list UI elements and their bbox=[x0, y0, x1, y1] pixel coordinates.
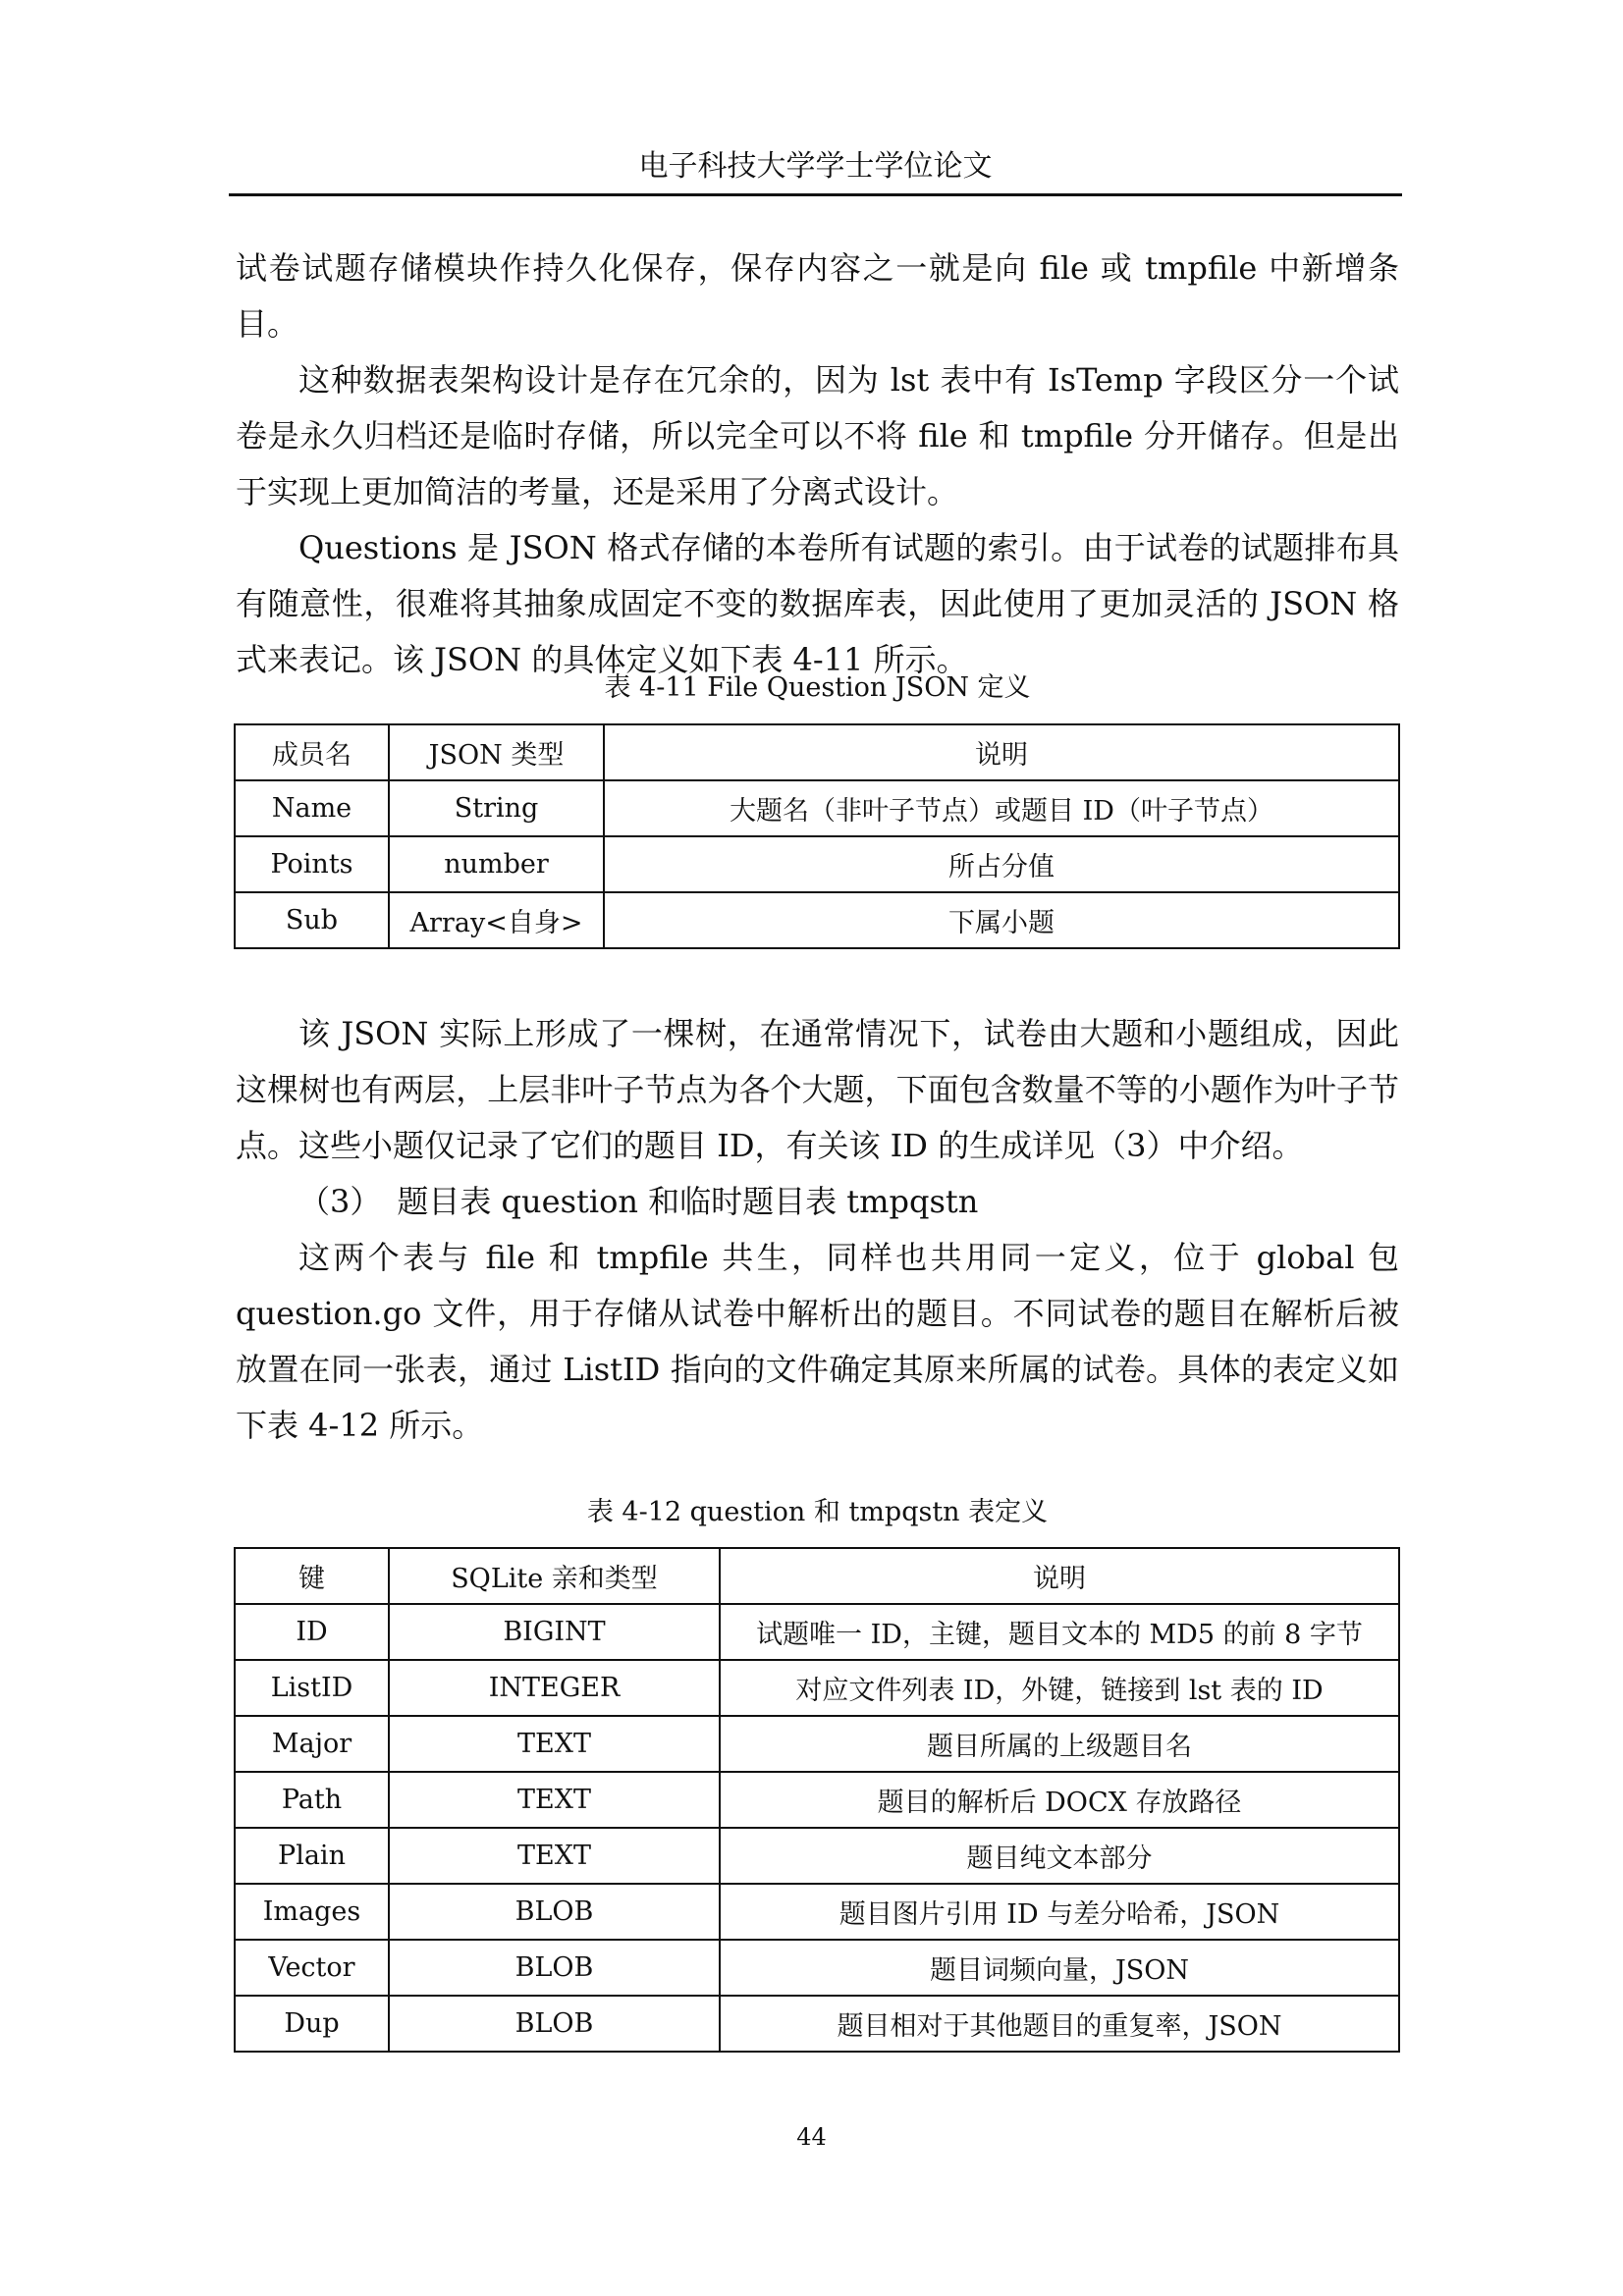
table-header-cell: SQLite 亲和类型 bbox=[389, 1548, 720, 1604]
table-cell: 大题名（非叶子节点）或题目 ID（叶子节点） bbox=[604, 780, 1399, 836]
table-cell: number bbox=[389, 836, 604, 892]
paragraph: 这两个表与 file 和 tmpfile 共生，同样也共用同一定义，位于 global 包 question.go 文件，用于存储从试卷中解析出的题目。不同试卷的题目在解析后被放置在同一张表，通过 ListID 指向的文件确定其原来所属的试卷。具体的表定义如下表 4-12 所示。 bbox=[236, 1239, 1399, 1444]
table-cell: 题目纯文本部分 bbox=[720, 1828, 1399, 1884]
table-cell: 题目相对于其他题目的重复率，JSON bbox=[720, 1996, 1399, 2052]
table-cell: BLOB bbox=[389, 1940, 720, 1996]
table-row bbox=[235, 1940, 1399, 1996]
table-cell: BLOB bbox=[389, 1996, 720, 2052]
body-text-middle bbox=[236, 1006, 1399, 1454]
table-caption: 表 4-11 File Question JSON 定义 bbox=[604, 672, 1031, 703]
table-cell: INTEGER bbox=[389, 1660, 720, 1716]
table-cell: Plain bbox=[235, 1828, 389, 1884]
table-cell: TEXT bbox=[389, 1772, 720, 1828]
table-cell: String bbox=[389, 780, 604, 836]
table-header-cell: 说明 bbox=[720, 1548, 1399, 1604]
table-header-row bbox=[235, 1548, 1399, 1604]
table-cell: Images bbox=[235, 1884, 389, 1940]
page-number: 44 bbox=[796, 2123, 827, 2151]
table-cell: ListID bbox=[235, 1660, 389, 1716]
table-cell: 对应文件列表 ID，外键，链接到 lst 表的 ID bbox=[720, 1660, 1399, 1716]
table-cell: Points bbox=[235, 836, 389, 892]
paragraph: 试卷试题存储模块作持久化保存，保存内容之一就是向 file 或 tmpfile 中新增条目。 bbox=[236, 249, 1399, 343]
table-header-cell: 键 bbox=[235, 1548, 389, 1604]
table-cell: TEXT bbox=[389, 1716, 720, 1772]
table-row bbox=[235, 1772, 1399, 1828]
table-row bbox=[235, 1716, 1399, 1772]
json-definition-table bbox=[234, 723, 1400, 949]
table-row bbox=[235, 780, 1399, 836]
table-cell: ID bbox=[235, 1604, 389, 1660]
table-row bbox=[235, 1660, 1399, 1716]
paragraph: 该 JSON 实际上形成了一棵树，在通常情况下，试卷由大题和小题组成，因此这棵树也有两层，上层非叶子节点为各个大题，下面包含数量不等的小题作为叶子节点。这些小题仅记录了它们的题目 ID，有关该 ID 的生成详见（3）中介绍。 bbox=[236, 1015, 1399, 1164]
table-cell: Dup bbox=[235, 1996, 389, 2052]
table-cell: BIGINT bbox=[389, 1604, 720, 1660]
running-header: 电子科技大学学士学位论文 bbox=[638, 149, 993, 184]
body-text-top bbox=[236, 240, 1399, 688]
table-cell: 题目所属的上级题目名 bbox=[720, 1716, 1399, 1772]
table-cell: 题目词频向量，JSON bbox=[720, 1940, 1399, 1996]
table-row bbox=[235, 1996, 1399, 2052]
table-header-row bbox=[235, 724, 1399, 780]
table-cell: 题目的解析后 DOCX 存放路径 bbox=[720, 1772, 1399, 1828]
section-subheading: （3） 题目表 question 和临时题目表 tmpqstn bbox=[298, 1183, 979, 1220]
table-cell: Name bbox=[235, 780, 389, 836]
table-row bbox=[235, 1604, 1399, 1660]
table-cell: Vector bbox=[235, 1940, 389, 1996]
table-cell: 题目图片引用 ID 与差分哈希，JSON bbox=[720, 1884, 1399, 1940]
table-row bbox=[235, 836, 1399, 892]
table-cell: 下属小题 bbox=[604, 892, 1399, 948]
question-table-definition bbox=[234, 1547, 1400, 2053]
paragraph: 这种数据表架构设计是存在冗余的，因为 lst 表中有 IsTemp 字段区分一个试卷是永久归档还是临时存储，所以完全可以不将 file 和 tmpfile 分开储存。但是出于实现上更加简洁的考量，还是采用了分离式设计。 bbox=[236, 361, 1399, 510]
table-row bbox=[235, 892, 1399, 948]
table-cell: 试题唯一 ID，主键，题目文本的 MD5 的前 8 字节 bbox=[720, 1604, 1399, 1660]
table-row bbox=[235, 1828, 1399, 1884]
table-cell: Sub bbox=[235, 892, 389, 948]
table-header-cell: JSON 类型 bbox=[389, 724, 604, 780]
table-header-cell: 成员名 bbox=[235, 724, 389, 780]
table-cell: BLOB bbox=[389, 1884, 720, 1940]
table-cell: 所占分值 bbox=[604, 836, 1399, 892]
table-cell: Path bbox=[235, 1772, 389, 1828]
table-cell: Major bbox=[235, 1716, 389, 1772]
table-header-cell: 说明 bbox=[604, 724, 1399, 780]
table-cell: TEXT bbox=[389, 1828, 720, 1884]
paragraph: Questions 是 JSON 格式存储的本卷所有试题的索引。由于试卷的试题排布具有随意性，很难将其抽象成固定不变的数据库表，因此使用了更加灵活的 JSON 格式来表记。该 JSON 的具体定义如下表 4-11 所示。 bbox=[236, 529, 1399, 678]
table-cell: Array<自身> bbox=[389, 892, 604, 948]
header-rule bbox=[229, 193, 1402, 196]
table-caption: 表 4-12 question 和 tmpqstn 表定义 bbox=[586, 1497, 1049, 1527]
table-row bbox=[235, 1884, 1399, 1940]
